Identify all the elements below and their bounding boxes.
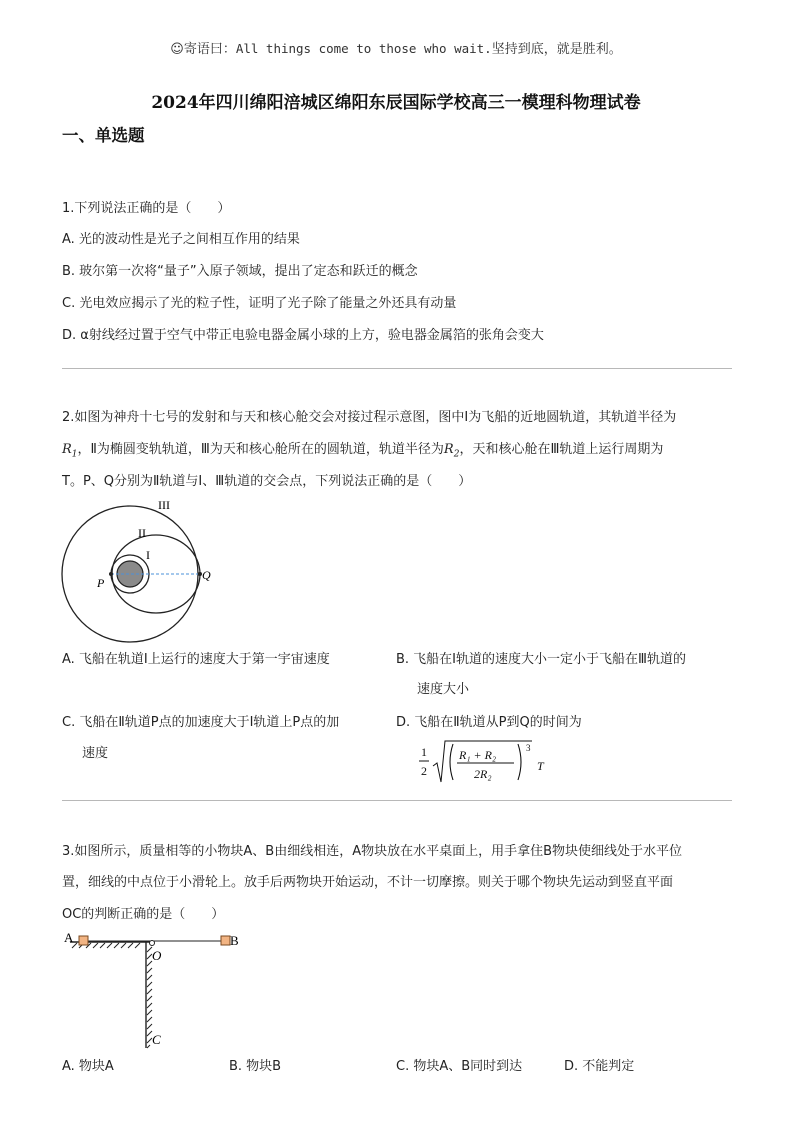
formula-coef-den: 2 bbox=[421, 764, 427, 778]
q2-option-d-line1: D. 飞船在Ⅱ轨道从P到Q的时间为 bbox=[396, 715, 582, 730]
q1-stem: 1.下列说法正确的是（ ） bbox=[62, 201, 231, 216]
label-q: Q bbox=[202, 568, 211, 582]
motto bbox=[0, 38, 792, 57]
period-formula bbox=[414, 738, 564, 786]
earth bbox=[117, 561, 143, 587]
orbit-diagram bbox=[60, 494, 220, 644]
q3-option-b: B. 物块B bbox=[229, 1059, 282, 1074]
label-c: C bbox=[152, 1032, 161, 1047]
q3-stem-line1: 3.如图所示，质量相等的小物块A、B由细线相连，A物块放在水平桌面上，用手拿住B物块使细线处于水平位 bbox=[62, 844, 683, 859]
label-i: I bbox=[146, 548, 150, 562]
q2-option-c-line2: 速度 bbox=[82, 746, 109, 761]
block-a bbox=[79, 936, 88, 945]
point-p bbox=[109, 572, 113, 576]
label-p: P bbox=[97, 576, 105, 590]
q1-option-c: C. 光电效应揭示了光的粒子性，证明了光子除了能量之外还具有动量 bbox=[62, 296, 457, 311]
q1-option-a: A. 光的波动性是光子之间相互作用的结果 bbox=[62, 232, 300, 247]
q2-option-a: A. 飞船在轨道Ⅰ上运行的速度大于第一宇宙速度 bbox=[62, 652, 330, 667]
divider bbox=[62, 800, 732, 801]
q3-option-a: A. 物块A bbox=[62, 1059, 114, 1074]
block-b bbox=[221, 936, 230, 945]
label-o: O bbox=[152, 948, 162, 963]
r1-symbol: $R_1$ bbox=[62, 442, 78, 460]
q2-stem-line1: 2.如图为神舟十七号的发射和与天和核心舱交会对接过程示意图，图中Ⅰ为飞船的近地圆轨道，其轨道半径为 bbox=[62, 410, 677, 425]
formula-coef-num: 1 bbox=[421, 745, 427, 759]
motto-prefix: ☺寄语曰： bbox=[170, 42, 236, 57]
motto-suffix: 坚持到底，就是胜利。 bbox=[491, 42, 622, 57]
page-title: 2024年四川绵阳涪城区绵阳东辰国际学校高三一模理科物理试卷 bbox=[151, 93, 641, 113]
motto-english: All things come to those who wait. bbox=[235, 41, 492, 56]
section-title: 一、单选题 bbox=[62, 126, 145, 145]
formula-exponent: 3 bbox=[526, 743, 531, 753]
label-b: B bbox=[230, 933, 239, 948]
q3-option-c: C. 物块A、B同时到达 bbox=[396, 1059, 523, 1074]
pulley bbox=[150, 941, 155, 946]
q1-option-d: D. α射线经过置于空气中带正电验电器金属小球的上方，验电器金属箔的张角会变大 bbox=[62, 328, 544, 343]
q3-option-d: D. 不能判定 bbox=[564, 1059, 635, 1074]
formula-denominator: 2R₂ bbox=[474, 767, 492, 781]
q1-option-b: B. 玻尔第一次将“量子”入原子领域，提出了定态和跃迁的概念 bbox=[62, 264, 418, 279]
formula-tail: T bbox=[537, 759, 544, 773]
formula-numerator: R₁ + R₂ bbox=[459, 748, 497, 762]
q2-option-b-line1: B. 飞船在Ⅰ轨道的速度大小一定小于飞船在Ⅲ轨道的 bbox=[396, 652, 686, 667]
divider bbox=[62, 368, 732, 369]
label-a: A bbox=[64, 930, 74, 945]
label-ii: II bbox=[138, 526, 146, 540]
q3-stem-line2: 置，细线的中点位于小滑轮上。放手后两物块开始运动，不计一切摩擦。则关于哪个物块先运动到竖直平面 bbox=[62, 875, 674, 890]
q2-option-b-line2: 速度大小 bbox=[417, 682, 470, 697]
r2-symbol: $R_2$ bbox=[443, 442, 460, 460]
q2-option-c-line1: C. 飞船在Ⅱ轨道P点的加速度大于Ⅰ轨道上P点的加 bbox=[62, 715, 340, 730]
q2-stem-line2: $R_1$，Ⅱ为椭圆变轨轨道，Ⅲ为天和核心舱所在的圆轨道，轨道半径为$R_2$，天和核心舱在Ⅲ轨道上运行周期为 bbox=[62, 442, 664, 460]
pulley-diagram bbox=[60, 928, 250, 1054]
q2-stem-line3: T。P、Q分别为Ⅱ轨道与Ⅰ、Ⅲ轨道的交会点，下列说法正确的是（ ） bbox=[62, 474, 472, 489]
label-iii: III bbox=[158, 498, 170, 512]
q3-stem-line3: OC的判断正确的是（ ） bbox=[62, 907, 225, 922]
